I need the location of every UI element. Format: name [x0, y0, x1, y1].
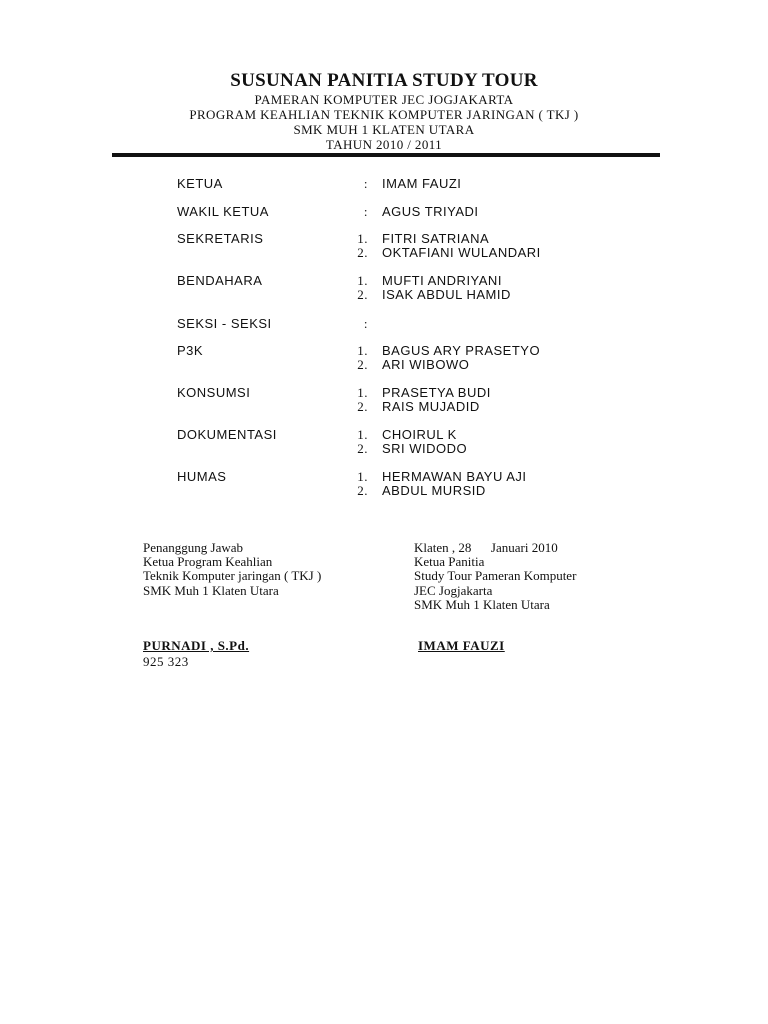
member-marker: 1.: [357, 231, 368, 246]
header-line-program: PROGRAM KEAHLIAN TEKNIK KOMPUTER JARINGAN ( TKJ ): [189, 107, 579, 122]
member-row: [0, 385, 768, 400]
member-name: BAGUS ARY PRASETYO: [382, 343, 541, 358]
member-name: ABDUL MURSID: [382, 483, 486, 498]
member-name: OKTAFIANI WULANDARI: [382, 245, 541, 260]
signer-id-number: 925 323: [143, 654, 189, 669]
role-konsumsi: [0, 385, 768, 415]
member-row: [0, 231, 768, 246]
member-row: [0, 204, 768, 219]
member-marker: 1.: [357, 469, 368, 484]
member-marker: 2.: [357, 399, 368, 414]
member-marker: :: [363, 316, 368, 331]
member-name: PRASETYA BUDI: [382, 385, 491, 400]
signature-line: Study Tour Pameran Komputer: [414, 568, 577, 584]
member-marker: 2.: [357, 357, 368, 372]
role-label: KONSUMSI: [177, 385, 251, 400]
role-label: BENDAHARA: [177, 273, 263, 288]
member-marker: 1.: [357, 385, 368, 400]
member-row: [0, 469, 768, 484]
member-row: [0, 245, 768, 260]
header-line-year: TAHUN 2010 / 2011: [325, 137, 443, 152]
role-label: HUMAS: [177, 469, 227, 484]
member-row: [0, 357, 768, 372]
member-row: [0, 316, 768, 331]
signature-line: Ketua Panitia: [414, 554, 485, 570]
member-row: [0, 343, 768, 358]
role-humas: [0, 469, 768, 499]
signature-line: Penanggung Jawab: [143, 540, 244, 555]
document-title: SUSUNAN PANITIA STUDY TOUR: [230, 70, 538, 91]
role-bendahara: [0, 273, 768, 303]
member-name: IMAM FAUZI: [382, 176, 462, 191]
member-name: AGUS TRIYADI: [382, 204, 479, 219]
role-label: P3K: [177, 343, 204, 358]
member-row: [0, 399, 768, 414]
member-name: ARI WIBOWO: [382, 357, 470, 372]
member-name: MUFTI ANDRIYANI: [382, 273, 502, 288]
member-row: [0, 273, 768, 288]
role-p3k: [0, 343, 768, 373]
header-divider: [112, 153, 660, 157]
member-marker: :: [363, 176, 368, 191]
member-marker: 2.: [357, 245, 368, 260]
role-label: KETUA: [177, 176, 223, 191]
header-line-event: PAMERAN KOMPUTER JEC JOGJAKARTA: [254, 92, 514, 107]
signature-line: SMK Muh 1 Klaten Utara: [143, 582, 279, 598]
signature-line: Ketua Program Keahlian: [143, 554, 273, 570]
member-row: [0, 287, 768, 302]
member-marker: :: [363, 204, 368, 219]
signature-date-line: Klaten , 28 Januari 2010: [414, 540, 558, 555]
member-marker: 1.: [357, 273, 368, 288]
signer-name-left: PURNADI , S.Pd.: [143, 638, 250, 653]
member-name: RAIS MUJADID: [382, 399, 480, 414]
member-name: CHOIRUL K: [382, 427, 457, 442]
member-marker: 2.: [357, 441, 368, 456]
member-row: [0, 483, 768, 498]
document-header: [0, 70, 768, 152]
role-ketua: [0, 176, 768, 206]
signature-line: SMK Muh 1 Klaten Utara: [414, 596, 550, 612]
signature-line: JEC Jogjakarta: [414, 582, 493, 598]
member-name: HERMAWAN BAYU AJI: [382, 469, 527, 484]
role-label: WAKIL KETUA: [177, 204, 269, 219]
signature-block-left: [143, 541, 321, 598]
member-row: [0, 176, 768, 191]
member-marker: 1.: [357, 427, 368, 442]
member-marker: 2.: [357, 287, 368, 302]
role-wakil-ketua: [0, 204, 768, 234]
role-label: SEKRETARIS: [177, 231, 264, 246]
member-row: [0, 441, 768, 456]
header-line-school: SMK MUH 1 KLATEN UTARA: [293, 122, 475, 137]
role-label: SEKSI - SEKSI: [177, 316, 272, 331]
role-seksi-seksi: [0, 316, 768, 346]
member-row: [0, 427, 768, 442]
role-label: DOKUMENTASI: [177, 427, 277, 442]
signature-block-right: [414, 541, 576, 612]
member-name: SRI WIDODO: [382, 441, 468, 456]
member-name: FITRI SATRIANA: [382, 231, 490, 246]
member-name: ISAK ABDUL HAMID: [382, 287, 511, 302]
role-sekretaris: [0, 231, 768, 261]
role-dokumentasi: [0, 427, 768, 457]
member-marker: 1.: [357, 343, 368, 358]
signature-line: Teknik Komputer jaringan ( TKJ ): [143, 568, 322, 584]
signer-name-right: IMAM FAUZI: [418, 638, 505, 653]
member-marker: 2.: [357, 483, 368, 498]
